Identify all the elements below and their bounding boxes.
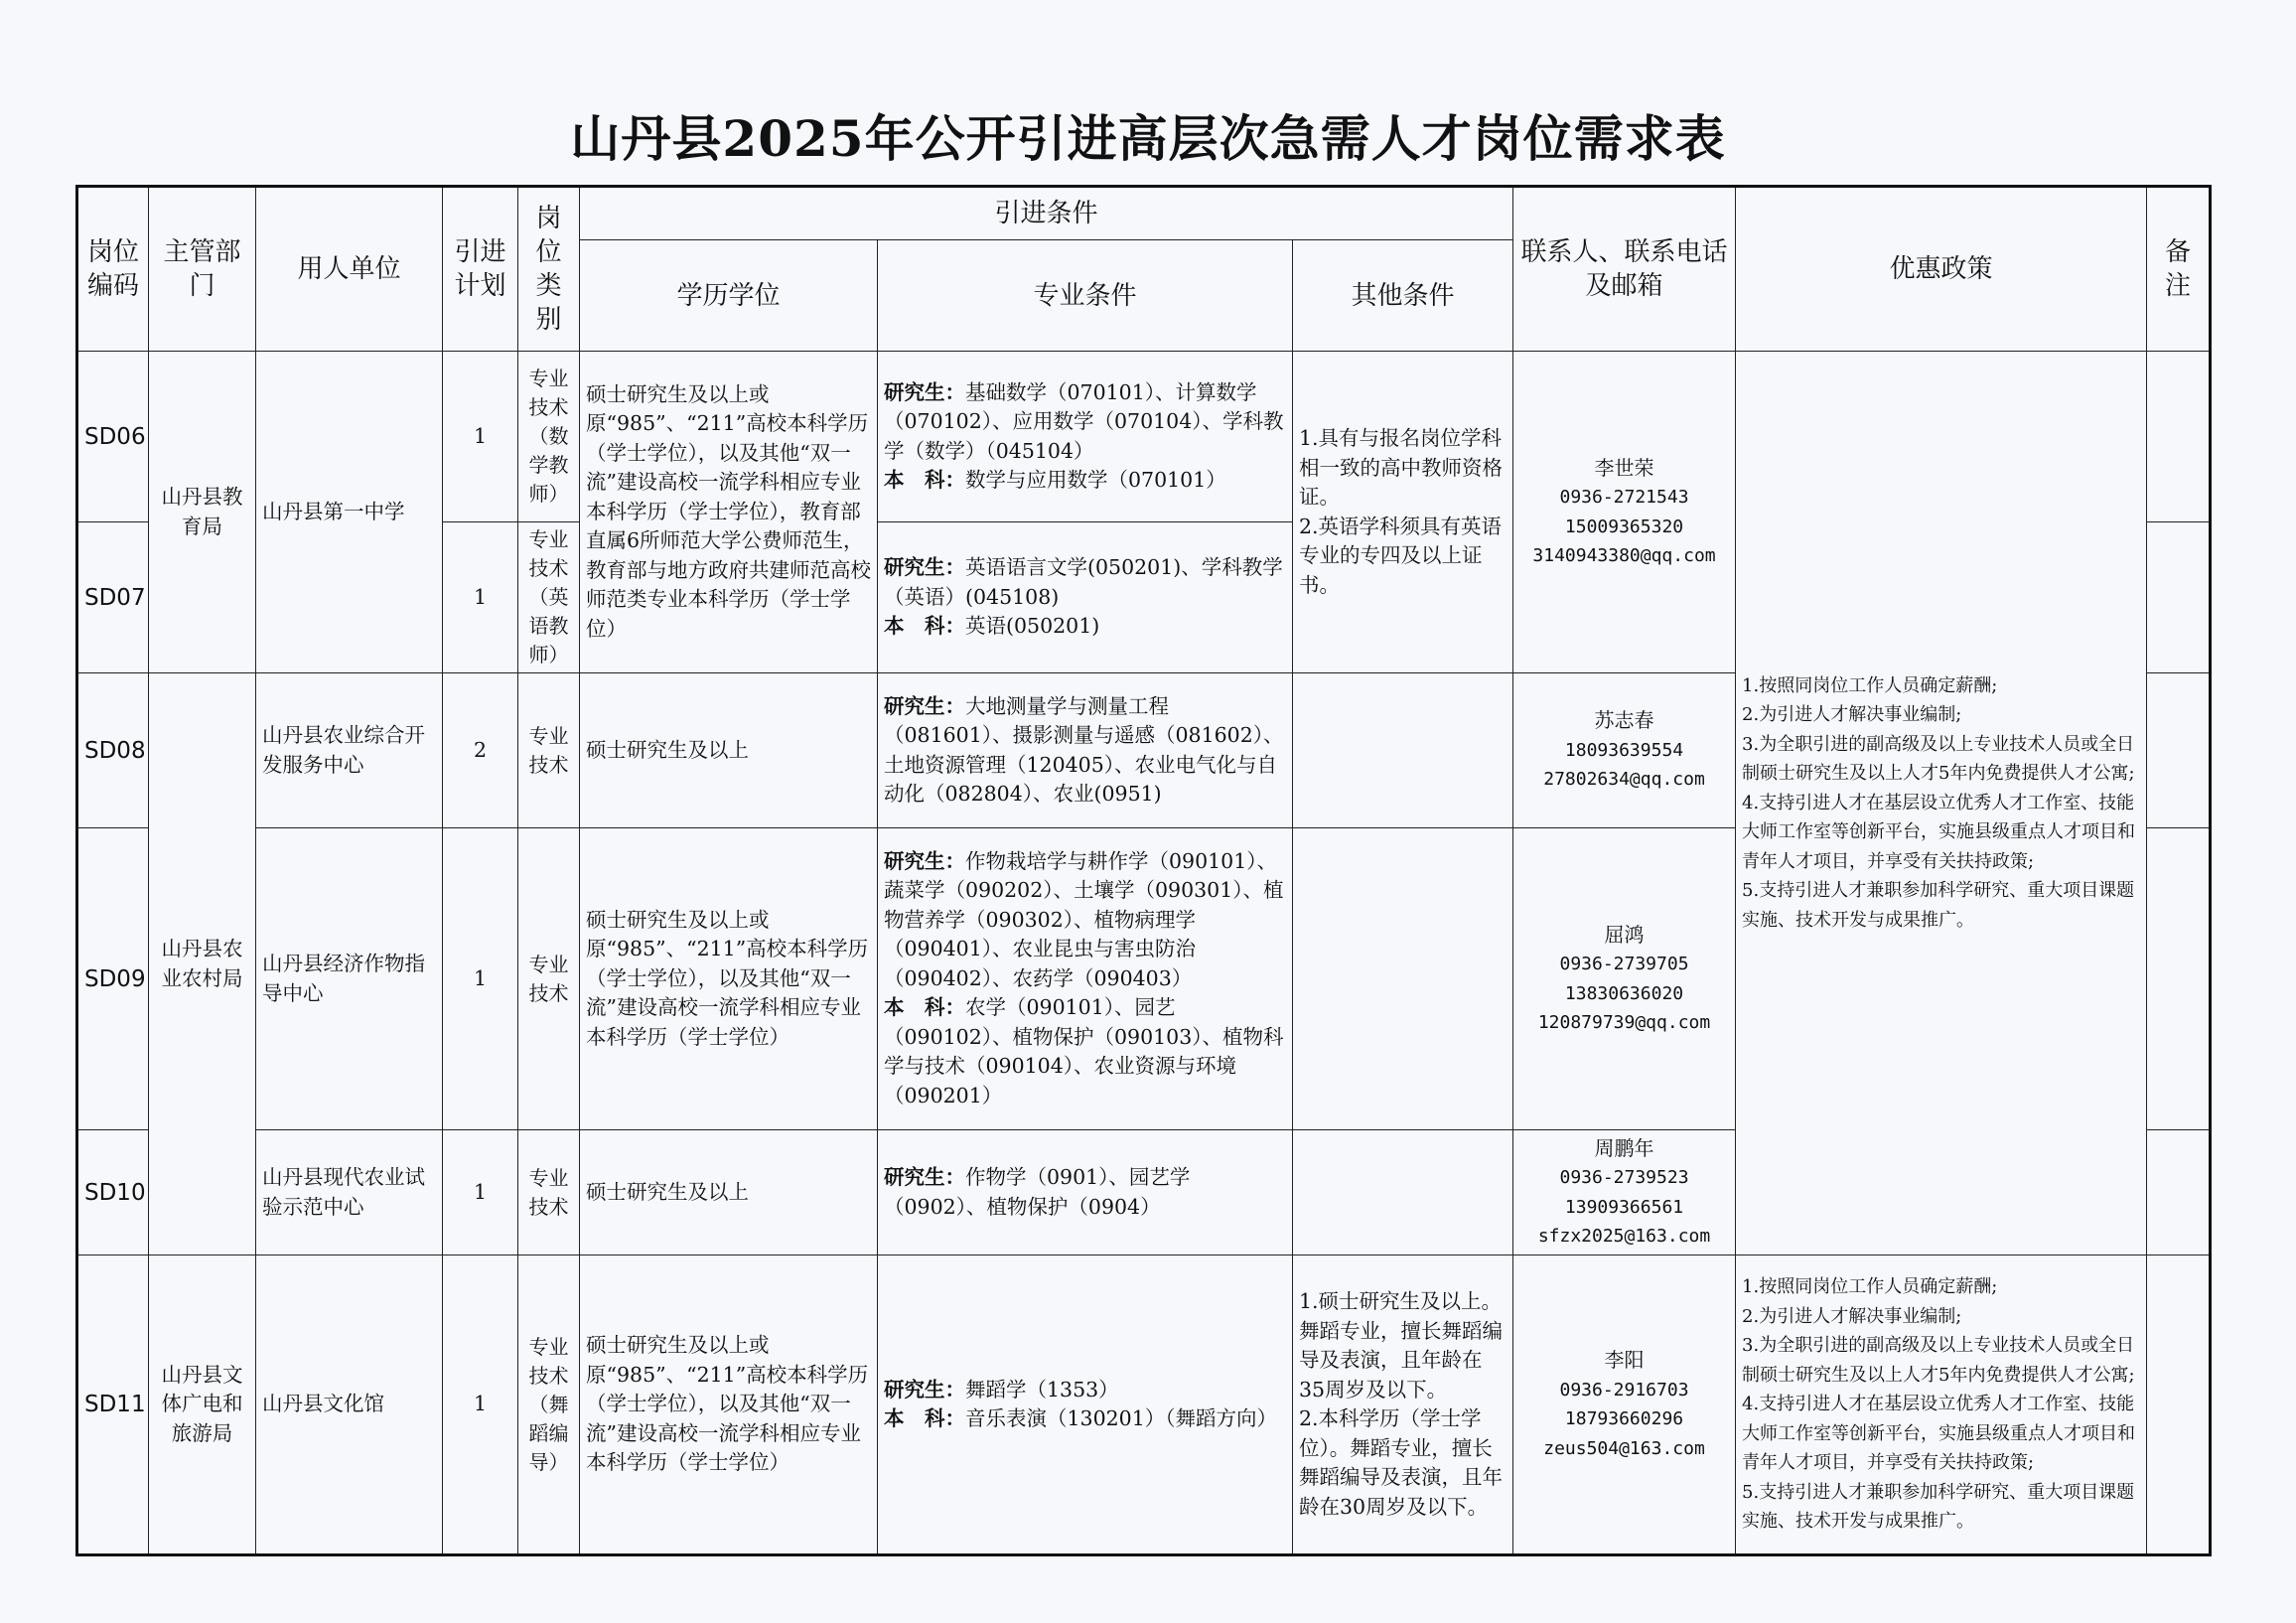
header-plan: 引进计划: [443, 187, 518, 352]
plan-cell: 1: [443, 828, 518, 1130]
table-row-sd06: [77, 352, 2211, 522]
contact-email: 3140943380@qq.com: [1532, 545, 1716, 566]
header-remark: 备注: [2147, 187, 2211, 352]
code-cell: SD07: [77, 522, 149, 673]
grad-label: 研究生：: [884, 1165, 965, 1189]
other-cell: [1293, 673, 1513, 828]
grad-label: 研究生：: [884, 848, 965, 873]
header-education: 学历学位: [580, 240, 878, 352]
under-label: 本 科：: [884, 1406, 965, 1430]
category-cell: 专业技术: [518, 1130, 580, 1255]
plan-cell: 2: [443, 673, 518, 828]
header-category: 岗位类别: [518, 187, 580, 352]
page-title: 山丹县2025年公开引进高层次急需人才岗位需求表: [570, 109, 1726, 168]
header-other: 其他条件: [1293, 240, 1513, 352]
major-under: 英语(050201): [965, 614, 1100, 639]
major-under: 音乐表演（130201）（舞蹈方向）: [965, 1406, 1278, 1430]
job-requirements-table: [75, 185, 2212, 1556]
header-contact: 联系人、联系电话及邮箱: [1513, 187, 1736, 352]
other-cell: [1293, 1130, 1513, 1255]
major-grad: 作物栽培学与耕作学（090101）、蔬菜学（090202）、土壤学（090301）、植物营养学（090302）、植物病理学（090401）、农业昆虫与害虫防治（090402）、农药学（090403）: [884, 848, 1284, 990]
contact-phone: 0936-2739705: [1559, 954, 1689, 974]
header-conditions: 引进条件: [580, 187, 1513, 240]
contact-name: 李世荣: [1594, 455, 1654, 480]
contact-cell: [1513, 352, 1736, 673]
category-cell: 专业技术: [518, 673, 580, 828]
major-grad: 基础数学（070101）、计算数学（070102）、应用数学（070104）、学科教学（数学）（045104）: [884, 379, 1284, 463]
contact-mobile: 13830636020: [1564, 982, 1684, 1004]
code-cell: SD10: [77, 1130, 149, 1255]
under-label: 本 科：: [884, 614, 965, 639]
contact-phone: 0936-2721543: [1559, 487, 1689, 508]
unit-cell: 山丹县第一中学: [256, 352, 443, 673]
major-cell: [878, 1255, 1293, 1555]
under-label: 本 科：: [884, 468, 965, 492]
grad-label: 研究生：: [884, 693, 965, 718]
major-cell: [878, 828, 1293, 1130]
grad-label: 研究生：: [884, 1377, 965, 1402]
education-cell: 硕士研究生及以上或原“985”、“211”高校本科学历（学士学位），以及其他“双一流”建设高校一流学科相应专业本科学历（学士学位），教育部直属6所师范大学公费师范生，教育部与地方政府共建师范高校师范类专业本科学历（学士学位）: [580, 352, 878, 673]
remark-cell: [2147, 1130, 2211, 1255]
header-major: 专业条件: [878, 240, 1293, 352]
other-cell: 1.硕士研究生及以上。舞蹈专业，擅长舞蹈编导及表演，且年龄在35周岁及以下。 2.本科学历（学士学位）。舞蹈专业，擅长舞蹈编导及表演，且年龄在30周岁及以下。: [1293, 1255, 1513, 1555]
code-cell: SD09: [77, 828, 149, 1130]
category-cell: 专业技术: [518, 828, 580, 1130]
plan-cell: 1: [443, 1130, 518, 1255]
major-cell: [878, 352, 1293, 522]
category-cell: 专业技术（英语教师）: [518, 522, 580, 673]
education-cell: 硕士研究生及以上: [580, 1130, 878, 1255]
unit-cell: 山丹县经济作物指导中心: [256, 828, 443, 1130]
major-grad: 英语语言文学(050201)、学科教学（英语）(045108): [884, 555, 1283, 609]
plan-cell: 1: [443, 1255, 518, 1555]
grad-label: 研究生：: [884, 379, 965, 404]
major-under: 农学（090101）、园艺（090102）、植物保护（090103）、植物科学与技术（090104）、农业资源与环境（090201）: [884, 995, 1284, 1107]
contact-mobile: 18793660296: [1564, 1408, 1684, 1429]
contact-mobile: 18093639554: [1564, 739, 1684, 761]
contact-cell: [1513, 673, 1736, 828]
contact-phone: 0936-2739523: [1559, 1167, 1689, 1188]
contact-cell: [1513, 828, 1736, 1130]
plan-cell: 1: [443, 352, 518, 522]
major-under: 数学与应用数学（070101）: [965, 468, 1226, 492]
contact-email: zeus504@163.com: [1543, 1437, 1705, 1459]
major-grad: 作物学（0901）、园艺学（0902）、植物保护（0904）: [884, 1165, 1191, 1219]
contact-name: 李阳: [1604, 1348, 1645, 1372]
under-label: 本 科：: [884, 995, 965, 1020]
dept-cell: 山丹县教育局: [149, 352, 256, 673]
major-cell: [878, 673, 1293, 828]
major-grad: 舞蹈学（1353）: [965, 1377, 1119, 1402]
contact-mobile: 15009365320: [1564, 516, 1684, 537]
policy-cell: 1.按照同岗位工作人员确定薪酬; 2.为引进人才解决事业编制; 3.为全职引进的副高级及以上专业技术人员或全日制硕士研究生及以上人才5年内免费提供人才公寓; 4.支持引进人才在基层设立优秀人才工作室、技能大师工作室等创新平台，实施县级重点人才项目和青年人才项目，并享受有关扶持政策; 5.支持引进人才兼职参加科学研究、重大项目课题实施、技术开发与成果推广。: [1736, 352, 2147, 1255]
contact-name: 苏志春: [1594, 708, 1654, 733]
contact-email: sfzx2025@163.com: [1537, 1226, 1711, 1247]
contact-phone: 0936-2916703: [1559, 1379, 1689, 1401]
grad-label: 研究生：: [884, 555, 965, 580]
table-row-sd11: [77, 1255, 2211, 1555]
header-row-1: [77, 187, 2211, 240]
code-cell: SD11: [77, 1255, 149, 1555]
header-dept: 主管部门: [149, 187, 256, 352]
education-cell: 硕士研究生及以上或原“985”、“211”高校本科学历（学士学位），以及其他“双一流”建设高校一流学科相应专业本科学历（学士学位）: [580, 1255, 878, 1555]
major-cell: [878, 1130, 1293, 1255]
plan-cell: 1: [443, 522, 518, 673]
contact-mobile: 13909366561: [1564, 1196, 1684, 1218]
dept-cell: 山丹县文体广电和旅游局: [149, 1255, 256, 1555]
code-cell: SD06: [77, 352, 149, 522]
remark-cell: [2147, 828, 2211, 1130]
contact-cell: [1513, 1255, 1736, 1555]
header-code: 岗位编码: [77, 187, 149, 352]
contact-name: 周鹏年: [1594, 1135, 1654, 1160]
policy-cell: 1.按照同岗位工作人员确定薪酬; 2.为引进人才解决事业编制; 3.为全职引进的副高级及以上专业技术人员或全日制硕士研究生及以上人才5年内免费提供人才公寓; 4.支持引进人才在基层设立优秀人才工作室、技能大师工作室等创新平台，实施县级重点人才项目和青年人才项目，并享受有关扶持政策; 5.支持引进人才兼职参加科学研究、重大项目课题实施、技术开发与成果推广。: [1736, 1255, 2147, 1555]
remark-cell: [2147, 352, 2211, 522]
other-cell: [1293, 828, 1513, 1130]
unit-cell: 山丹县农业综合开发服务中心: [256, 673, 443, 828]
category-cell: 专业技术（数学教师）: [518, 352, 580, 522]
major-grad: 大地测量学与测量工程（081601）、摄影测量与遥感（081602）、土地资源管理（120405）、农业电气化与自动化（082804）、农业(0951): [884, 693, 1284, 806]
major-cell: [878, 522, 1293, 673]
unit-cell: 山丹县现代农业试验示范中心: [256, 1130, 443, 1255]
unit-cell: 山丹县文化馆: [256, 1255, 443, 1555]
contact-name: 屈鸿: [1604, 922, 1645, 947]
remark-cell: [2147, 1255, 2211, 1555]
education-cell: 硕士研究生及以上: [580, 673, 878, 828]
category-cell: 专业技术（舞蹈编导）: [518, 1255, 580, 1555]
education-cell: 硕士研究生及以上或原“985”、“211”高校本科学历（学士学位），以及其他“双一流”建设高校一流学科相应专业本科学历（学士学位）: [580, 828, 878, 1130]
remark-cell: [2147, 522, 2211, 673]
header-policy: 优惠政策: [1736, 187, 2147, 352]
contact-cell: [1513, 1130, 1736, 1255]
contact-email: 27802634@qq.com: [1543, 769, 1705, 791]
header-unit: 用人单位: [256, 187, 443, 352]
contact-email: 120879739@qq.com: [1537, 1012, 1711, 1033]
other-cell: 1.具有与报名岗位学科相一致的高中教师资格证。 2.英语学科须具有英语专业的专四及以上证书。: [1293, 352, 1513, 673]
code-cell: SD08: [77, 673, 149, 828]
remark-cell: [2147, 673, 2211, 828]
dept-cell: 山丹县农业农村局: [149, 673, 256, 1255]
